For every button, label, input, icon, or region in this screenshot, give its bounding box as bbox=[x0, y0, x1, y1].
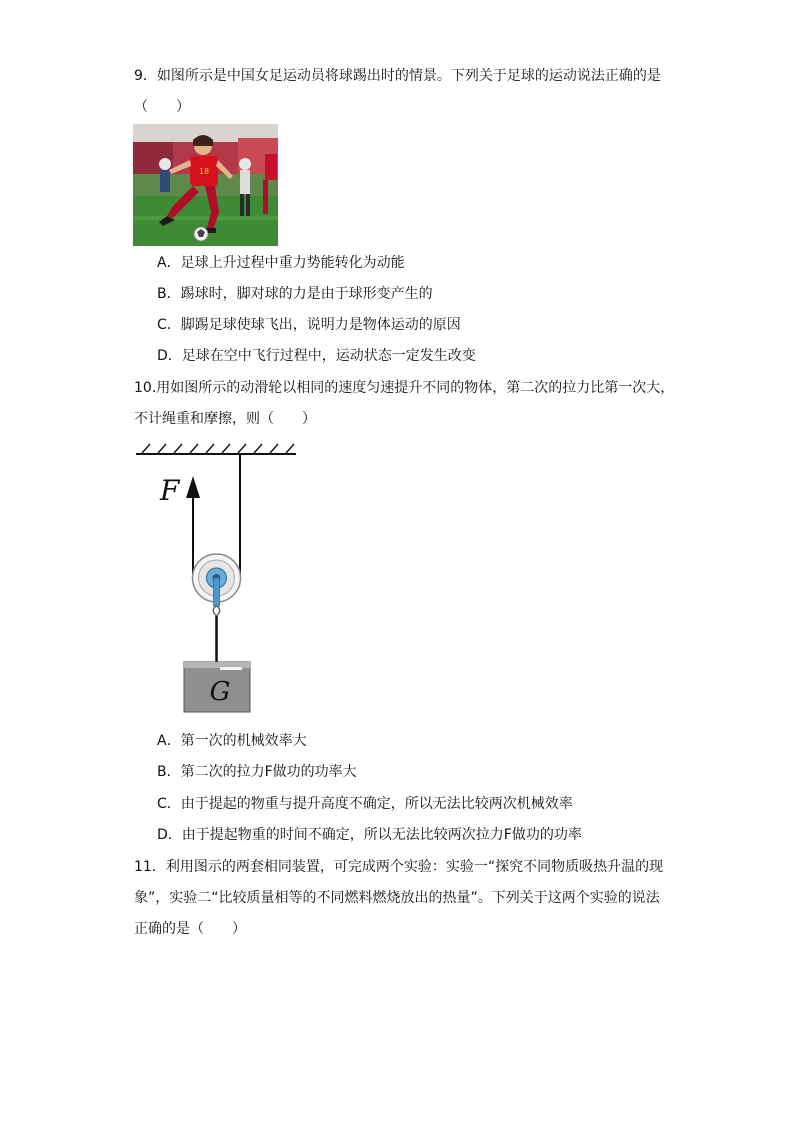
q11-stem-line1: 11．利用图示的两套相同装置，可完成两个实验：实验一“探究不同物质吸热升温的现 bbox=[134, 859, 664, 875]
q10-stem-line1: 10.用如图所示的动滑轮以相同的速度匀速提升不同的物体，第二次的拉力比第一次大， bbox=[134, 380, 675, 396]
q9-stem-line1: 9．如图所示是中国女足运动员将球踢出时的情景。下列关于足球的运动说法正确的是 bbox=[134, 68, 661, 84]
ceiling bbox=[136, 444, 296, 454]
q9-stem-line2: （ ） bbox=[134, 99, 190, 115]
q11-stem-line3: 正确的是（ ） bbox=[134, 921, 246, 937]
q9-option-a: A．足球上升过程中重力势能转化为动能 bbox=[157, 255, 405, 271]
q9-soccer-photo bbox=[133, 124, 278, 246]
q10-option-c: C．由于提起的物重与提升高度不确定，所以无法比较两次机械效率 bbox=[157, 796, 573, 812]
pulley-diagram bbox=[130, 440, 310, 720]
q9-option-b: B．踢球时，脚对球的力是由于球形变产生的 bbox=[157, 286, 433, 302]
q9-option-d: D．足球在空中飞行过程中，运动状态一定发生改变 bbox=[157, 348, 476, 364]
q10-option-d: D．由于提起物重的时间不确定，所以无法比较两次拉力F做功的功率 bbox=[157, 827, 582, 843]
movable-pulley bbox=[193, 554, 241, 616]
q9-option-c: C．脚踢足球使球飞出，说明力是物体运动的原因 bbox=[157, 317, 461, 333]
q10-stem-line2: 不计绳重和摩擦，则（ ） bbox=[134, 411, 316, 427]
force-label: F bbox=[160, 474, 180, 507]
jersey-number: 18 bbox=[198, 167, 210, 176]
weight-block bbox=[184, 662, 250, 712]
q10-option-a: A．第一次的机械效率大 bbox=[157, 733, 307, 749]
q10-option-b: B．第二次的拉力F做功的功率大 bbox=[157, 764, 357, 780]
weight-label: G bbox=[209, 677, 231, 707]
force-arrow bbox=[186, 476, 200, 498]
q11-stem-line2: 象”，实验二“比较质量相等的不同燃料燃烧放出的热量”。下列关于这两个实验的说法 bbox=[134, 890, 660, 906]
